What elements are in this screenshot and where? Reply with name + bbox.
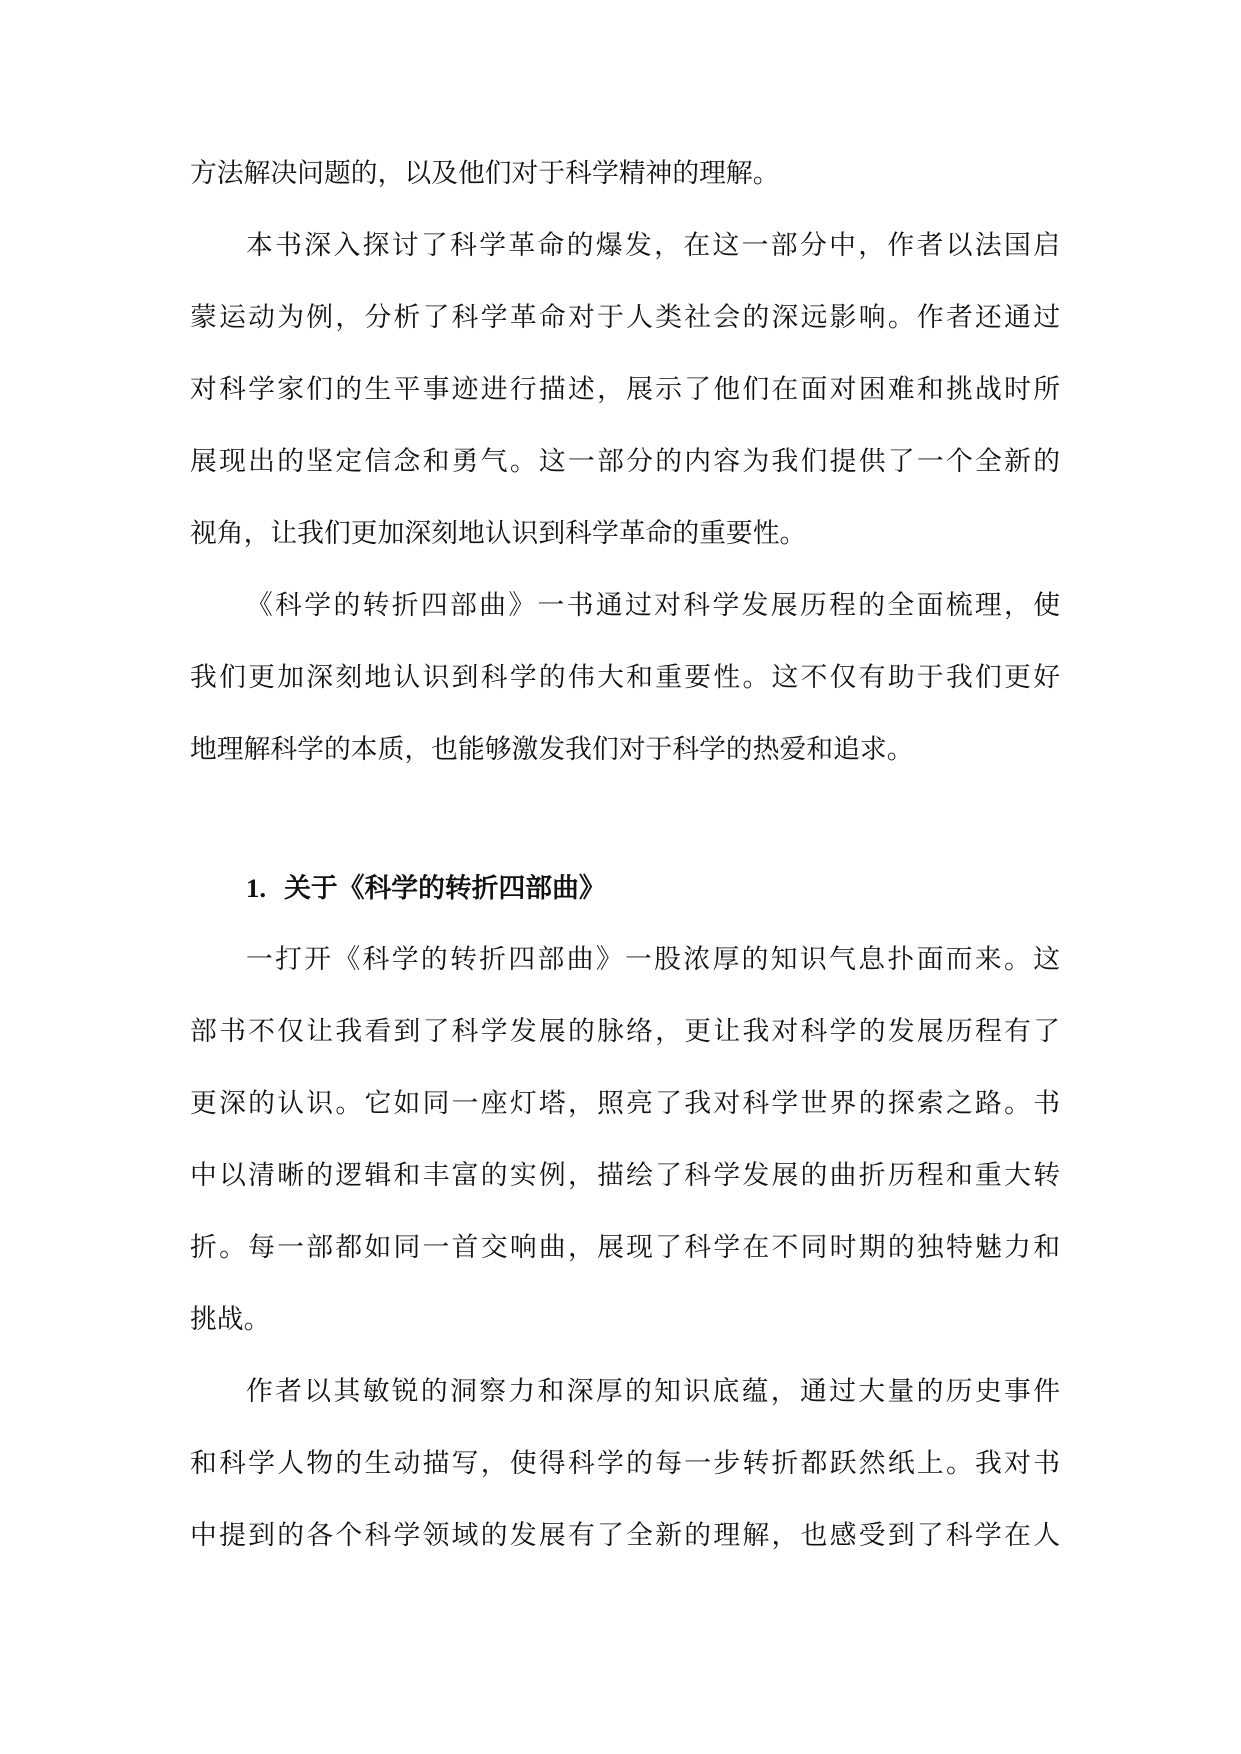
paragraph-line: 折。每一部都如同一首交响曲，展现了科学在不同时期的独特魅力和 (190, 1232, 1060, 1263)
paragraph-line: 中以清晰的逻辑和丰富的实例，描绘了科学发展的曲折历程和重大转 (190, 1160, 1060, 1191)
section-heading (246, 868, 606, 908)
section-title: 关于《科学的转折四部曲》 (284, 873, 606, 904)
paragraph-line: 中提到的各个科学领域的发展有了全新的理解，也感受到了科学在人 (190, 1520, 1060, 1551)
paragraph-line: 对科学家们的生平事迹进行描述，展示了他们在面对困难和挑战时所 (190, 374, 1060, 405)
paragraph-line: 展现出的坚定信念和勇气。这一部分的内容为我们提供了一个全新的 (190, 446, 1060, 477)
paragraph-line: 和科学人物的生动描写，使得科学的每一步转折都跃然纸上。我对书 (190, 1448, 1060, 1479)
paragraph-line: 作者以其敏锐的洞察力和深厚的知识底蕴，通过大量的历史事件 (246, 1376, 1060, 1407)
paragraph-line: 蒙运动为例，分析了科学革命对于人类社会的深远影响。作者还通过 (190, 302, 1060, 333)
section-number: 1. (246, 873, 267, 903)
paragraph-line: 《科学的转折四部曲》一书通过对科学发展历程的全面梳理，使 (246, 590, 1060, 621)
paragraph-line: 我们更加深刻地认识到科学的伟大和重要性。这不仅有助于我们更好 (190, 662, 1060, 693)
paragraph-line: 挑战。 (190, 1304, 271, 1335)
paragraph-line: 更深的认识。它如同一座灯塔，照亮了我对科学世界的探索之路。书 (190, 1088, 1060, 1119)
paragraph-line: 方法解决问题的，以及他们对于科学精神的理解。 (190, 158, 780, 189)
paragraph-line: 部书不仅让我看到了科学发展的脉络，更让我对科学的发展历程有了 (190, 1016, 1060, 1047)
paragraph-line: 本书深入探讨了科学革命的爆发，在这一部分中，作者以法国启 (246, 230, 1060, 261)
paragraph-line: 一打开《科学的转折四部曲》一股浓厚的知识气息扑面而来。这 (246, 944, 1060, 975)
paragraph-line: 视角，让我们更加深刻地认识到科学革命的重要性。 (190, 518, 807, 549)
paragraph-line: 地理解科学的本质，也能够激发我们对于科学的热爱和追求。 (190, 734, 914, 765)
